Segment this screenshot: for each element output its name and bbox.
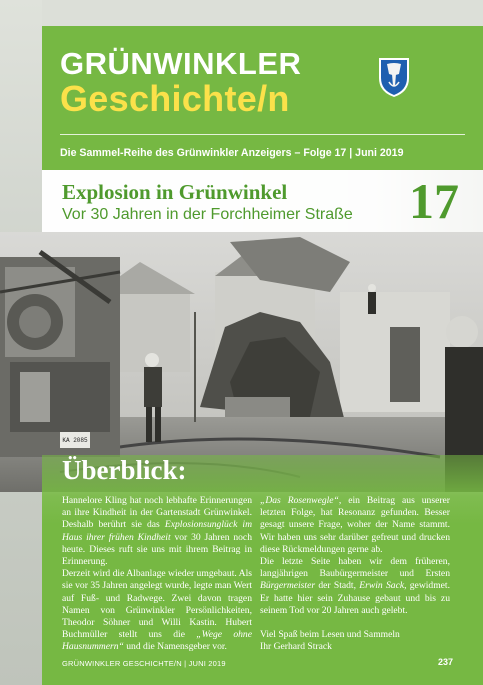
text-run: Viel Spaß beim Lesen und Sammeln [260,629,400,641]
overview-closing [260,629,450,641]
overview-paragraph-1 [62,495,252,568]
overview-section [42,455,483,685]
text-run: vor 30 Jahren noch heute. Dieses ruft sie uns mit ihrem Beitrag in Erinnerung. [62,531,252,568]
text-run: Derzeit wird die Albanlage wieder umgebaut. Als sie vor 35 Jahren angelegt wurde, legte man Wert auf Fuß- und Radwege. Zwei davon tragen Namen von Grünwinkler Persönlichkeiten, Theodor Söhner und Willi Kastin. Hubert Buchmüller stellt uns die [62,568,252,641]
text-run: der Stadt, [315,580,360,592]
page-footer [42,655,483,675]
license-plate: KA 2085 [62,437,88,444]
footer-publication: GRÜNWINKLER GESCHICHTE/N | JUNI 2019 [62,659,226,668]
article-subtitle: Vor 30 Jahren in der Forchheimer Straße [62,206,353,223]
text-run: Hannelore Kling hat noch lebhafte Erinnerungen an ihre Kindheit in der Gartenstadt Grünwinkel. Deshalb berührt sie das [62,495,252,531]
overview-paragraph-3 [260,495,450,556]
text-run: und die Namensgeber vor. [123,641,227,653]
masthead-divider [60,134,465,135]
masthead-title-line1: GRÜNWINKLER [60,46,302,81]
issue-number: 17 [409,173,459,229]
text-run-italic: „Das Rosenwegle“ [260,495,339,506]
series-line: Die Sammel-Reihe des Grünwinkler Anzeigers – Folge 17 | Juni 2019 [60,147,404,159]
overview-left-column [62,495,252,654]
text-run: , gewidmet. Er hatte hier sein Zuhause gebaut und bis zu seinem Tod vor 20 Jahren auch gelebt. [260,580,450,616]
text-run-italic: Explosionsunglück im Haus ihrer frühen Kindheit [62,519,252,543]
overview-paragraph-2 [62,568,252,653]
article-title-band [42,170,483,232]
text-run: , ein Beitrag aus unserer letzten Folge, hat Resonanz gefunden. Besser gesagt unsere Frage, woher der Name stammt. Wir haben uns sehr darüber gefreut und drucken diese Rückmeldungen gerne ab. [260,495,450,555]
text-run: Die letzte Seite haben wir dem früheren, langjährigen Baubürgermeister und Ersten [260,556,450,580]
text-run-italic: „Wege ohne Hausnummern“ [62,629,252,653]
grunwinkel-coat-of-arms-icon [377,56,411,98]
overview-paragraph-4 [260,556,450,617]
masthead-title-line2: Geschichte/n [60,78,290,119]
overview-heading: Überblick: [62,455,187,485]
overview-right-column [260,495,450,653]
text-run: Ihr Gerhard Strack [260,641,332,653]
page-number: 237 [437,657,453,667]
text-run-italic: Erwin Sack [359,580,405,592]
article-title: Explosion in Grünwinkel [62,180,288,204]
overview-signature [260,641,450,653]
masthead [42,26,483,170]
explosion-photo [0,232,483,492]
text-run-italic: Bürgermeister [260,580,316,592]
